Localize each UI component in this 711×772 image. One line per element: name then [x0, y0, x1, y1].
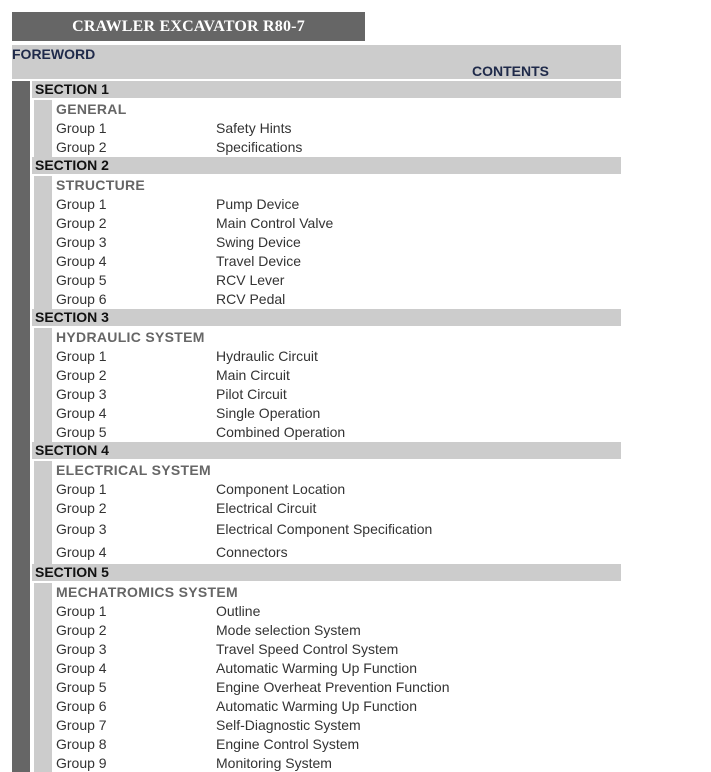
group-number: Group 2 — [56, 139, 107, 155]
contents-header — [12, 45, 621, 79]
group-name[interactable]: Electrical Component Specification — [216, 521, 433, 537]
group-name[interactable]: Main Control Valve — [216, 215, 334, 231]
toc-row[interactable] — [56, 518, 621, 541]
toc-row[interactable] — [56, 385, 621, 404]
group-number: Group 9 — [56, 755, 107, 771]
section-title[interactable]: HYDRAULIC SYSTEM — [56, 329, 205, 345]
group-name[interactable]: RCV Lever — [216, 272, 285, 288]
toc-row[interactable] — [56, 290, 621, 309]
section-heading[interactable]: SECTION 1 — [32, 81, 621, 98]
section-heading[interactable]: SECTION 4 — [32, 442, 621, 459]
toc-section — [32, 81, 621, 157]
toc-row[interactable] — [56, 499, 621, 518]
toc-row[interactable] — [56, 621, 621, 640]
group-name[interactable]: Connectors — [216, 544, 288, 560]
group-number: Group 6 — [56, 291, 107, 307]
group-number: Group 3 — [56, 234, 107, 250]
title-prefix: CRAWLER EXCAVATOR — [72, 18, 259, 35]
group-name[interactable]: Specifications — [216, 139, 303, 155]
group-number: Group 2 — [56, 215, 107, 231]
toc-row[interactable] — [56, 697, 621, 716]
toc-row[interactable] — [56, 138, 621, 157]
section-title[interactable]: STRUCTURE — [56, 177, 146, 193]
toc-row[interactable] — [56, 195, 621, 214]
section-heading[interactable]: SECTION 5 — [32, 564, 621, 581]
section-title[interactable]: ELECTRICAL SYSTEM — [56, 462, 211, 478]
group-number: Group 6 — [56, 698, 107, 714]
contents-label: CONTENTS — [472, 63, 549, 79]
group-name[interactable]: Pilot Circuit — [216, 386, 287, 402]
toc-row[interactable] — [56, 735, 621, 754]
toc-row[interactable] — [56, 602, 621, 621]
group-number: Group 4 — [56, 660, 107, 676]
section-body — [32, 583, 621, 772]
group-number: Group 2 — [56, 367, 107, 383]
group-number: Group 4 — [56, 405, 107, 421]
group-number: Group 1 — [56, 348, 107, 364]
section-heading[interactable]: SECTION 2 — [32, 157, 621, 174]
group-name[interactable]: Swing Device — [216, 234, 301, 250]
group-number: Group 1 — [56, 120, 107, 136]
left-margin-bar — [12, 81, 30, 772]
group-name[interactable]: Component Location — [216, 481, 346, 497]
group-number: Group 2 — [56, 500, 107, 516]
toc-row[interactable] — [56, 754, 621, 772]
toc-row[interactable] — [56, 271, 621, 290]
section-body — [32, 100, 621, 157]
group-name[interactable]: Self-Diagnostic System — [216, 717, 361, 733]
toc-row[interactable] — [56, 347, 621, 366]
group-number: Group 3 — [56, 386, 107, 402]
toc-row[interactable] — [56, 659, 621, 678]
toc-section — [32, 442, 621, 564]
group-number: Group 5 — [56, 272, 107, 288]
toc-row[interactable] — [56, 716, 621, 735]
group-name[interactable]: Safety Hints — [216, 120, 292, 136]
section-body — [32, 176, 621, 309]
toc-row[interactable] — [56, 214, 621, 233]
group-number: Group 1 — [56, 603, 107, 619]
group-number: Group 1 — [56, 481, 107, 497]
toc-row[interactable] — [56, 252, 621, 271]
group-number: Group 3 — [56, 521, 107, 537]
group-name[interactable]: Mode selection System — [216, 622, 361, 638]
section-title[interactable]: GENERAL — [56, 101, 127, 117]
group-name[interactable]: Pump Device — [216, 196, 300, 212]
toc-row[interactable] — [56, 678, 621, 697]
group-name[interactable]: RCV Pedal — [216, 291, 286, 307]
group-name[interactable]: Automatic Warming Up Function — [216, 660, 417, 676]
group-name[interactable]: Travel Device — [216, 253, 302, 269]
group-name[interactable]: Travel Speed Control System — [216, 641, 399, 657]
group-name[interactable]: Engine Overheat Prevention Function — [216, 679, 450, 695]
toc-row[interactable] — [56, 404, 621, 423]
group-name[interactable]: Engine Control System — [216, 736, 360, 752]
toc-row[interactable] — [56, 640, 621, 659]
toc-section — [32, 564, 621, 772]
toc-section — [32, 309, 621, 442]
section-title[interactable]: MECHATROMICS SYSTEM — [56, 584, 238, 600]
group-name[interactable]: Monitoring System — [216, 755, 332, 771]
toc-row[interactable] — [56, 541, 621, 564]
group-number: Group 5 — [56, 679, 107, 695]
toc-row[interactable] — [56, 233, 621, 252]
toc-row[interactable] — [56, 423, 621, 442]
table-of-contents — [32, 81, 621, 772]
toc-section — [32, 157, 621, 309]
section-body — [32, 461, 621, 564]
section-heading[interactable]: SECTION 3 — [32, 309, 621, 326]
group-number: Group 5 — [56, 424, 107, 440]
group-number: Group 8 — [56, 736, 107, 752]
group-number: Group 3 — [56, 641, 107, 657]
title-model: R80-7 — [263, 18, 305, 35]
foreword-link[interactable]: FOREWORD — [12, 46, 96, 62]
group-number: Group 4 — [56, 544, 107, 560]
section-body — [32, 328, 621, 442]
group-number: Group 4 — [56, 253, 107, 269]
document-title — [12, 12, 365, 41]
group-number: Group 2 — [56, 622, 107, 638]
group-name[interactable]: Combined Operation — [216, 424, 346, 440]
group-name[interactable]: Electrical Circuit — [216, 500, 317, 516]
group-name[interactable]: Outline — [216, 603, 261, 619]
group-number: Group 7 — [56, 717, 107, 733]
toc-row[interactable] — [56, 366, 621, 385]
group-number: Group 1 — [56, 196, 107, 212]
group-name[interactable]: Automatic Warming Up Function — [216, 698, 417, 714]
group-name[interactable]: Hydraulic Circuit — [216, 348, 318, 364]
toc-row[interactable] — [56, 119, 621, 138]
group-name[interactable]: Single Operation — [216, 405, 321, 421]
toc-row[interactable] — [56, 480, 621, 499]
group-name[interactable]: Main Circuit — [216, 367, 290, 383]
